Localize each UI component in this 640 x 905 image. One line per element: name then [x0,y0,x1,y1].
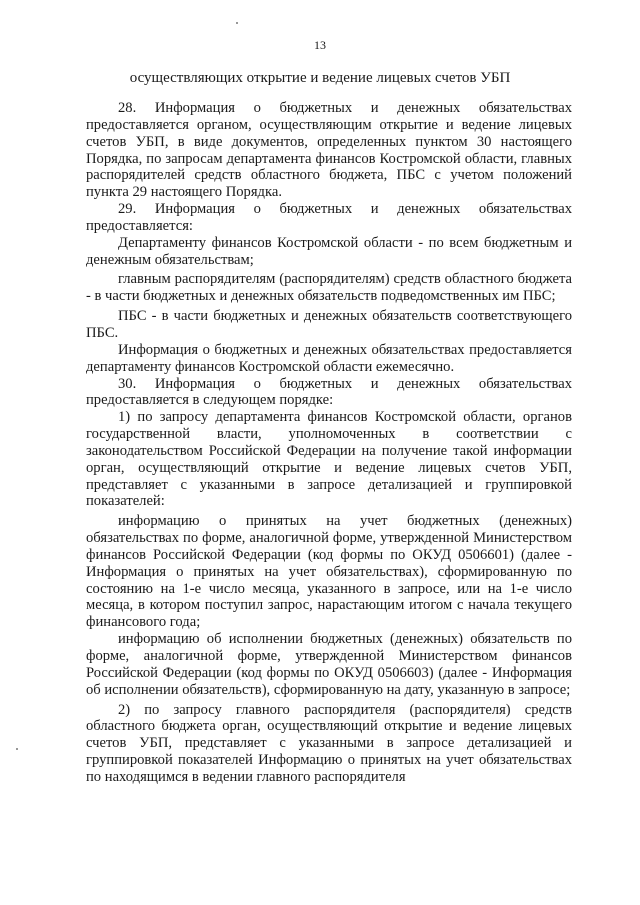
paragraph-30-execution-obligations: информацию об исполнении бюджетных (денежных) обязательств по форме, аналогичной форме, утвержденной Министерством финансов Российской Федерации (код формы по ОКУД 0506603) (далее - Информация об исполнении обязательств), сформированную на дату, указанную в запросе; [86,631,572,698]
paragraph-29-department: Департаменту финансов Костромской области - по всем бюджетным и денежным обязательствам; [86,234,572,268]
page-number: 13 [314,38,326,52]
scan-speck [236,22,238,24]
paragraph-29: 29. Информация о бюджетных и денежных обязательствах предоставляется: [86,201,572,234]
paragraph-29-monthly: Информация о бюджетных и денежных обязательствах предоставляется департаменту финансов Костромской области ежемесячно. [86,341,572,375]
document-body [86,100,572,786]
section-heading-continuation: осуществляющих открытие и ведение лицевых счетов УБП [129,70,511,86]
paragraph-28: 28. Информация о бюджетных и денежных обязательствах предоставляется органом, осуществляющим открытие и ведение лицевых счетов УБП, в виде документов, определенных пунктом 30 настоящего Порядка, по запросам департамента финансов Костромской области, главных распорядителей средств областного бюджета, ПБС с учетом положений пункта 29 настоящего Порядка. [86,100,572,201]
paragraph-29-pbs: ПБС - в части бюджетных и денежных обязательств соответствующего ПБС. [86,308,572,341]
paragraph-30-item-2: 2) по запросу главного распорядителя (распорядителя) средств областного бюджета орган, осуществляющий открытие и ведение лицевых счетов УБП, представляет с указанными в запросе детализацией и группировкой показателей Информацию о принятых на учет обязательствах по находящимся в ведении главного распорядителя [86,701,572,785]
scan-speck [16,748,18,750]
paragraph-30: 30. Информация о бюджетных и денежных обязательствах предоставляется в следующем порядке: [86,375,572,409]
paragraph-30-item-1: 1) по запросу департамента финансов Костромской области, органов государственной власти, уполномоченных в соответствии с законодательством Российской Федерации на получение такой информации орган, осуществляющий открытие и ведение лицевых счетов УБП, представляет с указанными в запросе детализацией и группировкой показателей: [86,409,572,510]
paragraph-29-main-managers: главным распорядителям (распорядителям) средств областного бюджета - в части бюджетных и денежных обязательств подведомственных им ПБС; [86,271,572,305]
paragraph-30-accepted-obligations: информацию о принятых на учет бюджетных (денежных) обязательствах по форме, аналогичной форме, утвержденной Министерством финансов Российской Федерации (код формы по ОКУД 0506601) (далее - Информация о принятых на учет обязательствах), сформированную по состоянию на 1-е число месяца, указанного в запросе, или на 1-е число месяца, в котором поступил запрос, нарастающим итогом с начала текущего финансового года; [86,513,572,631]
